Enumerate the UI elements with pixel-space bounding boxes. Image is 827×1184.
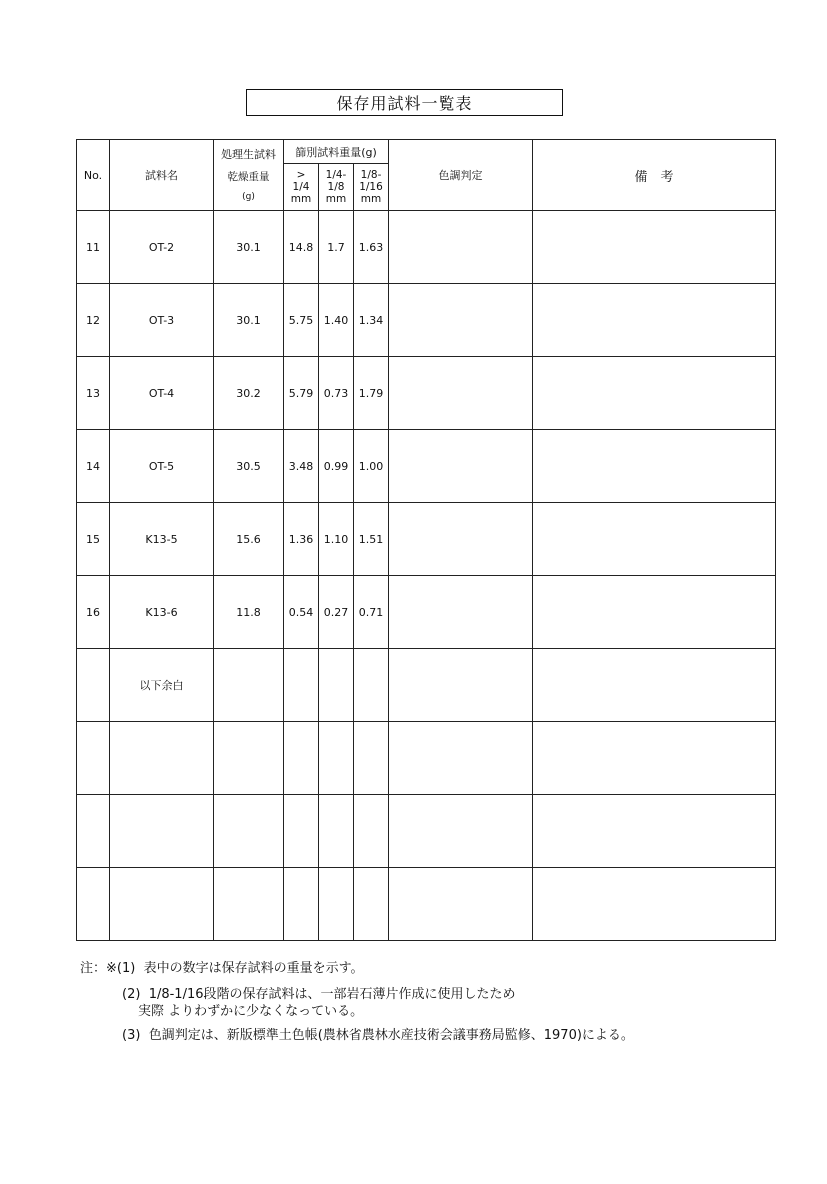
cell-remarks (533, 649, 776, 722)
note-2-cont (80, 1003, 780, 1020)
notes-section (80, 960, 780, 1044)
cell-color (389, 430, 533, 503)
cell-sieve1 (284, 649, 319, 722)
cell-sieve2 (319, 795, 354, 868)
cell-sample-name (110, 795, 214, 868)
cell-sieve1: 1.36 (284, 503, 319, 576)
sieve2-line2: 1/8 (327, 181, 345, 193)
table-row (77, 576, 776, 649)
header-dry-weight-line2: 乾燥重量 (227, 171, 270, 183)
cell-color (389, 795, 533, 868)
cell-remarks (533, 576, 776, 649)
sieve1-line2: 1/4 (292, 181, 310, 193)
cell-sieve1 (284, 795, 319, 868)
cell-sieve1: 14.8 (284, 211, 319, 284)
cell-color (389, 503, 533, 576)
header-dry-weight-line1: 処理生試料 (221, 148, 276, 161)
cell-sieve1: 3.48 (284, 430, 319, 503)
table-row (77, 284, 776, 357)
cell-dry-weight: 11.8 (214, 576, 284, 649)
cell-sample-name: OT-5 (110, 430, 214, 503)
note-1 (80, 960, 780, 977)
cell-color (389, 722, 533, 795)
cell-sample-name (110, 722, 214, 795)
cell-color (389, 649, 533, 722)
cell-no (77, 795, 110, 868)
cell-no: 11 (77, 211, 110, 284)
table-row (77, 503, 776, 576)
header-sieve-eighth-sixteenth (354, 164, 389, 211)
cell-sample-name (110, 868, 214, 941)
cell-no: 12 (77, 284, 110, 357)
table-row (77, 722, 776, 795)
cell-no: 14 (77, 430, 110, 503)
note-2 (80, 986, 780, 1003)
table-row (77, 357, 776, 430)
cell-dry-weight: 30.2 (214, 357, 284, 430)
note-3-mark: (3) (122, 1028, 141, 1043)
note-1-text: 表中の数字は保存試料の重量を示す。 (143, 961, 364, 976)
cell-dry-weight (214, 722, 284, 795)
table-row (77, 795, 776, 868)
cell-color (389, 211, 533, 284)
cell-sieve3: 1.63 (354, 211, 389, 284)
sieve3-line2: 1/16 (359, 181, 383, 193)
table-row (77, 649, 776, 722)
note-2-mark: (2) (122, 987, 141, 1002)
header-dry-weight (214, 140, 284, 211)
cell-sieve2 (319, 722, 354, 795)
cell-sieve2: 1.7 (319, 211, 354, 284)
cell-sieve3 (354, 649, 389, 722)
cell-sieve1: 5.75 (284, 284, 319, 357)
cell-sieve3 (354, 795, 389, 868)
table-row (77, 211, 776, 284)
sieve3-line1: 1/8- (360, 169, 382, 181)
page-title: 保存用試料一覧表 (246, 89, 563, 116)
cell-remarks (533, 722, 776, 795)
cell-no: 15 (77, 503, 110, 576)
header-color: 色調判定 (389, 140, 533, 211)
sieve2-line3: mm (325, 193, 347, 205)
sieve3-line3: mm (360, 193, 382, 205)
header-sieve-over-quarter (284, 164, 319, 211)
cell-sieve2: 0.27 (319, 576, 354, 649)
note-2-text-line2: 実際 よりわずかに少なくなっている。 (138, 1004, 364, 1019)
note-2-text-line1: 1/8-1/16段階の保存試料は、一部岩石薄片作成に使用したため (148, 987, 516, 1002)
header-no: No. (77, 140, 110, 211)
cell-sieve1 (284, 868, 319, 941)
cell-sieve2: 1.40 (319, 284, 354, 357)
cell-sieve3 (354, 722, 389, 795)
notes-lead: 注： (80, 961, 107, 976)
note-3 (80, 1027, 780, 1044)
cell-dry-weight: 30.1 (214, 284, 284, 357)
sample-table (76, 139, 776, 941)
cell-dry-weight: 30.5 (214, 430, 284, 503)
cell-sieve2: 0.99 (319, 430, 354, 503)
cell-color (389, 357, 533, 430)
cell-no: 13 (77, 357, 110, 430)
cell-dry-weight: 30.1 (214, 211, 284, 284)
cell-remarks (533, 503, 776, 576)
sieve1-line1: > (296, 169, 306, 181)
table-row (77, 430, 776, 503)
cell-remarks (533, 284, 776, 357)
cell-sieve1: 5.79 (284, 357, 319, 430)
sieve2-line1: 1/4- (325, 169, 347, 181)
cell-sieve3: 1.34 (354, 284, 389, 357)
cell-sample-name: OT-3 (110, 284, 214, 357)
cell-sample-name: OT-4 (110, 357, 214, 430)
header-dry-weight-unit: (g) (242, 192, 255, 202)
cell-dry-weight (214, 795, 284, 868)
cell-sieve1: 0.54 (284, 576, 319, 649)
cell-sample-name: OT-2 (110, 211, 214, 284)
cell-sieve2 (319, 868, 354, 941)
cell-sieve2 (319, 649, 354, 722)
header-remarks: 備 考 (533, 140, 776, 211)
cell-remarks (533, 795, 776, 868)
sieve1-line3: mm (290, 193, 312, 205)
cell-dry-weight (214, 649, 284, 722)
cell-sieve3: 0.71 (354, 576, 389, 649)
cell-no (77, 868, 110, 941)
cell-no (77, 722, 110, 795)
cell-dry-weight (214, 868, 284, 941)
cell-color (389, 284, 533, 357)
cell-remarks (533, 211, 776, 284)
cell-sieve3: 1.79 (354, 357, 389, 430)
header-sieve-quarter-eighth (319, 164, 354, 211)
header-sieve-weight: 篩別試料重量(g) (284, 140, 389, 164)
cell-remarks (533, 868, 776, 941)
cell-sample-name: K13-6 (110, 576, 214, 649)
cell-remarks (533, 430, 776, 503)
cell-sample-name: 以下余白 (110, 649, 214, 722)
cell-sieve3: 1.51 (354, 503, 389, 576)
cell-sieve2: 1.10 (319, 503, 354, 576)
cell-no (77, 649, 110, 722)
cell-sieve3: 1.00 (354, 430, 389, 503)
cell-sieve1 (284, 722, 319, 795)
cell-sample-name: K13-5 (110, 503, 214, 576)
cell-remarks (533, 357, 776, 430)
note-1-mark: ※(1) (106, 961, 136, 976)
note-3-text: 色調判定は、新版標準土色帳(農林省農林水産技術会議事務局監修、1970)による。 (148, 1028, 634, 1043)
cell-color (389, 868, 533, 941)
cell-sieve3 (354, 868, 389, 941)
cell-dry-weight: 15.6 (214, 503, 284, 576)
cell-no: 16 (77, 576, 110, 649)
table-row (77, 868, 776, 941)
cell-sieve2: 0.73 (319, 357, 354, 430)
cell-color (389, 576, 533, 649)
header-sample-name: 試料名 (110, 140, 214, 211)
